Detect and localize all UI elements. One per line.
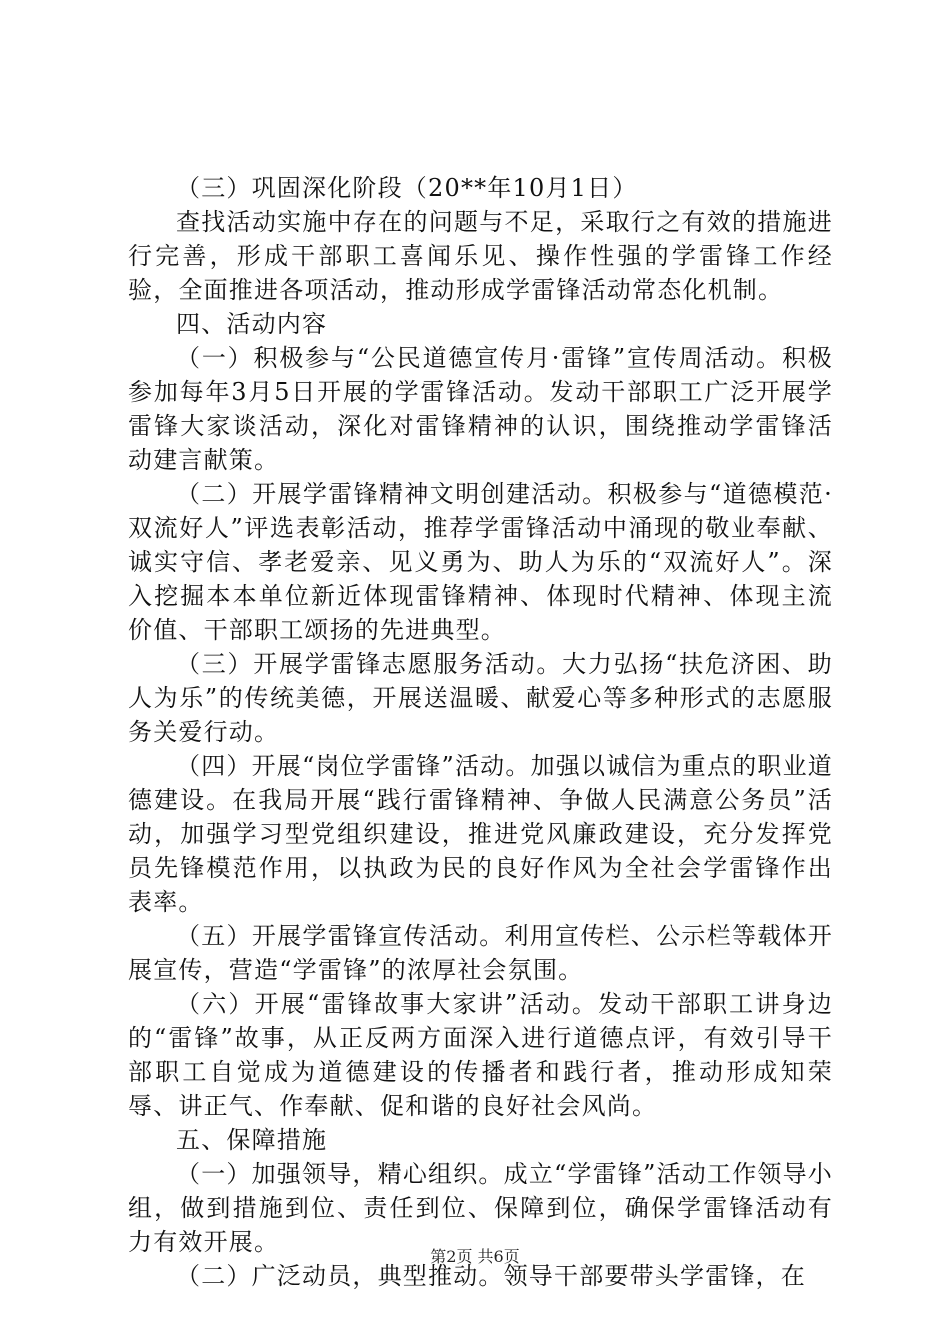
paragraph-activity-5: （五）开展学雷锋宣传活动。利用宣传栏、公示栏等载体开展宣传，营造“学雷锋”的浓厚社会氛围。 [128,922,833,984]
section-heading-safeguards: 五、保障措施 [176,1126,328,1154]
paragraph-activity-1: （一）积极参与“公民道德宣传月·雷锋”宣传周活动。积极参加每年3月5日开展的学雷锋活动。发动干部职工广泛开展学雷锋大家谈活动，深化对雷锋精神的认识，围绕推动学雷锋活动建言献策。 [128,344,833,474]
paragraph-safeguard-1: （一）加强领导，精心组织。成立“学雷锋”活动工作领导小组，做到措施到位、责任到位、保障到位，确保学雷锋活动有力有效开展。 [128,1160,833,1256]
paragraph-activity-3: （三）开展学雷锋志愿服务活动。大力弘扬“扶危济困、助人为乐”的传统美德，开展送温暖、献爱心等多种形式的志愿服务关爱行动。 [128,650,833,746]
paragraph-consolidation-stage: 查找活动实施中存在的问题与不足，采取行之有效的措施进行完善，形成干部职工喜闻乐见、操作性强的学雷锋工作经验，全面推进各项活动，推动形成学雷锋活动常态化机制。 [128,208,833,304]
paragraph-activity-2: （二）开展学雷锋精神文明创建活动。积极参与“道德模范·双流好人”评选表彰活动，推荐学雷锋活动中涌现的敬业奉献、诚实守信、孝老爱亲、见义勇为、助人为乐的“双流好人”。深入挖掘本本单位新近体现雷锋精神、体现时代精神、体现主流价值、干部职工颂扬的先进典型。 [128,480,833,644]
page-number: 第2页 共6页 [430,1247,520,1266]
section-heading-consolidation-stage: （三）巩固深化阶段（20**年10月1日） [176,174,638,202]
page-footer [0,1246,950,1268]
section-heading-activity-content: 四、活动内容 [176,310,328,338]
paragraph-safeguard-2: （二）广泛动员，典型推动。领导干部要带头学雷锋，在 [176,1262,806,1290]
paragraph-activity-6: （六）开展“雷锋故事大家讲”活动。发动干部职工讲身边的“雷锋”故事，从正反两方面深入进行道德点评，有效引导干部职工自觉成为道德建设的传播者和践行者，推动形成知荣辱、讲正气、作奉献、促和谐的良好社会风尚。 [128,990,833,1120]
document-body [128,171,833,1293]
paragraph-activity-4: （四）开展“岗位学雷锋”活动。加强以诚信为重点的职业道德建设。在我局开展“践行雷锋精神、争做人民满意公务员”活动，加强学习型党组织建设，推进党风廉政建设，充分发挥党员先锋模范作用，以执政为民的良好作风为全社会学雷锋作出表率。 [128,752,833,916]
